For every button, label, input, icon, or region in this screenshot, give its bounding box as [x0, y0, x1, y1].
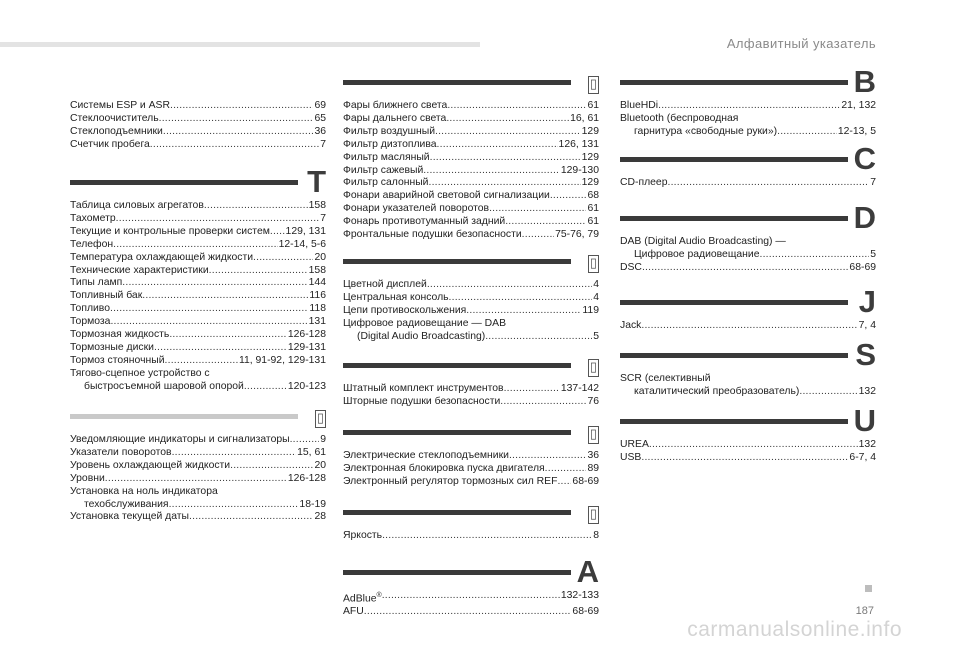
- page-header-title: Алфавитный указатель: [726, 36, 876, 51]
- index-entry: Телефон ..... 12-14, 5-6: [70, 239, 326, 252]
- index-entry: Штатный комплект инструментов ..... 137-142: [343, 383, 599, 396]
- index-entry: Jack ..... 7, 4: [620, 320, 876, 333]
- section-header: [620, 66, 876, 100]
- section-rule: [620, 353, 848, 358]
- index-entry: Фары ближнего света ..... 61: [343, 100, 599, 113]
- index-entry: Тормозные диски ..... 129-131: [70, 342, 326, 355]
- index-entry: Уровни ..... 126-128: [70, 473, 326, 486]
- index-entry: Электрические стеклоподъемники ..... 36: [343, 450, 599, 463]
- index-entry: Температура охлаждающей жидкости ..... 20: [70, 252, 326, 265]
- index-entry: Тормоза ..... 131: [70, 316, 326, 329]
- section-letter: ▯: [588, 359, 599, 377]
- section-rule: [620, 80, 848, 85]
- section-rule: [343, 259, 571, 264]
- index-entry: Стеклоподъемники ..... 36: [70, 126, 326, 139]
- index-entry: Уведомляющие индикаторы и сигнализаторы ..... 9: [70, 434, 326, 447]
- section-sh: [343, 349, 599, 409]
- section-header: [343, 349, 599, 383]
- index-entry: Фильтр масляный ..... 129: [343, 152, 599, 165]
- index-entry: Фильтр сажевый ..... 129-130: [343, 165, 599, 178]
- section-letter: T: [307, 164, 326, 199]
- section-header: [343, 496, 599, 530]
- index-entry: Уровень охлаждающей жидкости ..... 20: [70, 460, 326, 473]
- index-entry: Указатели поворотов ..... 15, 61: [70, 447, 326, 460]
- section-header: [343, 66, 599, 100]
- section-s: [620, 339, 876, 399]
- section-rule: [70, 414, 298, 419]
- section-e: [343, 416, 599, 489]
- section-header: [620, 286, 876, 320]
- section-rule: [620, 157, 848, 162]
- section-b: [620, 66, 876, 139]
- index-entry: Яркость ..... 8: [343, 530, 599, 543]
- index-entry: DSC ..... 68-69: [620, 262, 876, 275]
- section-header: [620, 143, 876, 177]
- section-c: [620, 143, 876, 190]
- section-rule: [620, 216, 848, 221]
- section-t: [70, 166, 326, 394]
- index-entry: Тахометр ..... 7: [70, 213, 326, 226]
- index-entry: Технические характеристики ..... 158: [70, 265, 326, 278]
- section-header: [620, 202, 876, 236]
- section-rule: [343, 80, 571, 85]
- section-d: [620, 202, 876, 275]
- index-entry: Системы ESP и ASR ..... 69: [70, 100, 326, 113]
- index-entry: DAB (Digital Audio Broadcasting) —: [620, 236, 786, 247]
- section-rule: [343, 510, 571, 515]
- index-entry: Bluetooth (беспроводная: [620, 112, 739, 124]
- section-header: [620, 405, 876, 439]
- index-entry: Установка текущей даты ..... 28: [70, 511, 326, 524]
- index-entry: Топливный бак ..... 116: [70, 290, 326, 303]
- index-entry: Тормоз стояночный ..... 11, 91-92, 129-131: [70, 355, 326, 368]
- index-entry: Топливо ..... 118: [70, 303, 326, 316]
- index-entry: SCR (селективный: [620, 373, 711, 384]
- index-entry: Шторные подушки безопасности ..... 76: [343, 396, 599, 409]
- section-letter: D: [853, 200, 876, 235]
- index-entry: Текущие и контрольные проверки систем ..... 129, 131: [70, 226, 326, 239]
- index-entry: AdBlue® ..... 132-133: [343, 590, 599, 606]
- section-header: [620, 339, 876, 373]
- section-rule: [620, 300, 848, 305]
- index-entry: Электронный регулятор тормозных сил REF ..... 68-69: [343, 476, 599, 489]
- index-entry: UREA ..... 132: [620, 439, 876, 452]
- index-entry: Фильтр салонный ..... 129: [343, 177, 599, 190]
- index-entry: быстросъемной шаровой опорой ..... 120-123: [70, 381, 326, 394]
- header-bar: [0, 42, 480, 47]
- section-letter: J: [858, 284, 876, 319]
- index-entry: Установка на ноль индикатора: [70, 485, 218, 497]
- index-entry: Тормозная жидкость ..... 126-128: [70, 329, 326, 342]
- section-letter: B: [853, 64, 876, 99]
- section-rule: [343, 363, 571, 368]
- section-letter: ▯: [588, 76, 599, 94]
- section-rule: [343, 570, 571, 575]
- index-entry: Стеклоочиститель ..... 65: [70, 113, 326, 126]
- section-letter: ▯: [588, 255, 599, 273]
- section-j: [620, 286, 876, 333]
- section-a: [343, 556, 599, 619]
- index-entry: гарнитура «свободные руки») ..... 12-13, 5: [620, 126, 876, 139]
- index-entry: Электронная блокировка пуска двигателя ..... 89: [343, 463, 599, 476]
- section-header: [70, 166, 326, 200]
- section-letter: U: [853, 403, 876, 438]
- section-ts: [343, 245, 599, 344]
- index-entry: каталитический преобразователь) ..... 132: [620, 386, 876, 399]
- index-entry: Цветной дисплей ..... 4: [343, 279, 599, 292]
- section-header: [343, 245, 599, 279]
- index-entry: Тягово-сцепное устройство с: [70, 367, 210, 379]
- index-entry: Типы ламп ..... 144: [70, 277, 326, 290]
- section-letter: S: [855, 337, 876, 372]
- index-entry: Таблица силовых агрегатов ..... 158: [70, 200, 326, 213]
- index-entry: Счетчик пробега ..... 7: [70, 139, 326, 152]
- index-entry: Фильтр воздушный ..... 129: [343, 126, 599, 139]
- watermark: carmanualsonline.info: [687, 618, 902, 641]
- section-s-continued: [70, 100, 326, 152]
- section-letter: C: [853, 141, 876, 176]
- section-f: [343, 66, 599, 242]
- index-entry: (Digital Audio Broadcasting) ..... 5: [343, 331, 599, 344]
- index-entry: Фонари аварийной световой сигнализации ..... 68: [343, 190, 599, 203]
- index-entry: BlueHDi ..... 21, 132: [620, 100, 876, 113]
- index-entry: Фонари указателей поворотов ..... 61: [343, 203, 599, 216]
- section-header: [70, 400, 326, 434]
- page-number: 187: [855, 605, 874, 617]
- index-entry: Фронтальные подушки безопасности ..... 75-76, 79: [343, 229, 599, 242]
- index-entry: Фильтр дизтоплива ..... 126, 131: [343, 139, 599, 152]
- section-header: [343, 556, 599, 590]
- section-u: [70, 400, 326, 524]
- section-header: [343, 416, 599, 450]
- section-rule: [620, 419, 848, 424]
- index-entry: Фары дальнего света ..... 16, 61: [343, 113, 599, 126]
- section-letter: ▯: [588, 506, 599, 524]
- index-entry: Фонарь противотуманный задний ..... 61: [343, 216, 599, 229]
- index-entry: USB ..... 6-7, 4: [620, 452, 876, 465]
- index-entry: Цепи противоскольжения ..... 119: [343, 305, 599, 318]
- section-u-latin: [620, 405, 876, 465]
- section-letter: ▯: [315, 410, 326, 428]
- index-entry: Цифровое радиовещание ..... 5: [620, 249, 876, 262]
- index-entry: Центральная консоль ..... 4: [343, 292, 599, 305]
- section-letter: A: [576, 554, 599, 589]
- index-entry: AFU ..... 68-69: [343, 606, 599, 619]
- page-marker: [865, 585, 872, 592]
- section-rule: [343, 430, 571, 435]
- index-entry: Цифровое радиовещание — DAB: [343, 317, 507, 329]
- index-entry: CD-плеер ..... 7: [620, 177, 876, 190]
- section-ya: [343, 496, 599, 543]
- index-entry: техобслуживания ..... 18-19: [70, 499, 326, 512]
- section-letter: ▯: [588, 426, 599, 444]
- section-rule: [70, 180, 298, 185]
